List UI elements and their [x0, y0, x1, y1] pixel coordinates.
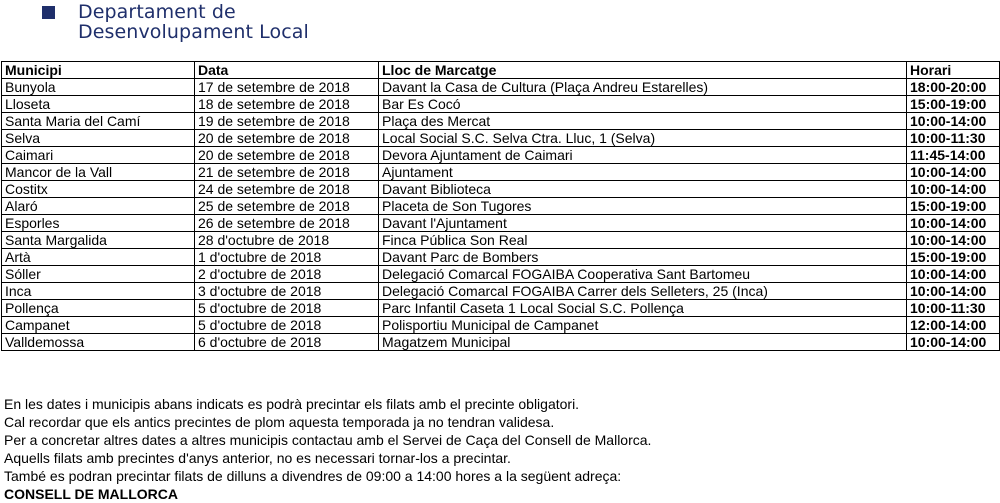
table-row — [2, 113, 1000, 130]
cell-municipi: Esporles — [2, 215, 195, 232]
cell-lloc: Davant Biblioteca — [379, 181, 907, 198]
cell-horari: 10:00-14:00 — [907, 181, 1000, 198]
note-line: Aquells filats amb precintes d'anys anterior, no es necessari tornar-los a precintar. — [4, 450, 511, 466]
cell-municipi: Selva — [2, 130, 195, 147]
notes-section — [4, 395, 651, 503]
cell-horari: 10:00-14:00 — [907, 215, 1000, 232]
table-row — [2, 147, 1000, 164]
cell-horari: 15:00-19:00 — [907, 198, 1000, 215]
table-row — [2, 334, 1000, 351]
cell-municipi: Lloseta — [2, 96, 195, 113]
table-row — [2, 96, 1000, 113]
table-row — [2, 130, 1000, 147]
cell-data: 26 de setembre de 2018 — [195, 215, 379, 232]
cell-municipi: Costitx — [2, 181, 195, 198]
schedule-table — [1, 61, 1000, 351]
note-line: Per a concretar altres dates a altres municipis contactau amb el Servei de Caça del Consell de Mallorca. — [4, 432, 652, 448]
cell-lloc: Delegació Comarcal FOGAIBA Cooperativa Sant Bartomeu — [379, 266, 907, 283]
cell-horari: 11:45-14:00 — [907, 147, 1000, 164]
table-row — [2, 79, 1000, 96]
note-line: Cal recordar que els antics precintes de plom aquesta temporada ja no tendran validesa. — [4, 414, 555, 430]
table-row — [2, 317, 1000, 334]
table-row — [2, 300, 1000, 317]
cell-data: 21 de setembre de 2018 — [195, 164, 379, 181]
cell-municipi: Artà — [2, 249, 195, 266]
cell-data: 28 d'octubre de 2018 — [195, 232, 379, 249]
cell-data: 3 d'octubre de 2018 — [195, 283, 379, 300]
column-header-municipi: Municipi — [2, 62, 195, 79]
cell-data: 19 de setembre de 2018 — [195, 113, 379, 130]
cell-municipi: Santa Maria del Camí — [2, 113, 195, 130]
table-row — [2, 181, 1000, 198]
cell-lloc: Placeta de Son Tugores — [379, 198, 907, 215]
cell-horari: 10:00-14:00 — [907, 113, 1000, 130]
cell-municipi: Sóller — [2, 266, 195, 283]
cell-data: 5 d'octubre de 2018 — [195, 317, 379, 334]
cell-lloc: Finca Pública Son Real — [379, 232, 907, 249]
cell-horari: 18:00-20:00 — [907, 79, 1000, 96]
cell-municipi: Caimari — [2, 147, 195, 164]
cell-lloc: Polisportiu Municipal de Campanet — [379, 317, 907, 334]
cell-municipi: Bunyola — [2, 79, 195, 96]
cell-horari: 10:00-14:00 — [907, 164, 1000, 181]
table-header-row — [2, 62, 1000, 79]
column-header-data: Data — [195, 62, 379, 79]
cell-horari: 10:00-11:30 — [907, 300, 1000, 317]
table-row — [2, 266, 1000, 283]
cell-data: 24 de setembre de 2018 — [195, 181, 379, 198]
cell-municipi: Alaró — [2, 198, 195, 215]
column-header-horari: Horari — [907, 62, 1000, 79]
cell-data: 17 de setembre de 2018 — [195, 79, 379, 96]
cell-municipi: Valldemossa — [2, 334, 195, 351]
table-row — [2, 232, 1000, 249]
cell-lloc: Plaça des Mercat — [379, 113, 907, 130]
table-row — [2, 198, 1000, 215]
cell-lloc: Parc Infantil Caseta 1 Local Social S.C. Pollença — [379, 300, 907, 317]
table-row — [2, 164, 1000, 181]
cell-lloc: Bar Es Cocó — [379, 96, 907, 113]
department-title-line2: Desenvolupament Local — [78, 21, 309, 43]
cell-data: 2 d'octubre de 2018 — [195, 266, 379, 283]
cell-horari: 10:00-14:00 — [907, 283, 1000, 300]
cell-lloc: Magatzem Municipal — [379, 334, 907, 351]
cell-lloc: Local Social S.C. Selva Ctra. Lluc, 1 (Selva) — [379, 130, 907, 147]
cell-data: 20 de setembre de 2018 — [195, 130, 379, 147]
cell-municipi: Inca — [2, 283, 195, 300]
table-row — [2, 283, 1000, 300]
cell-municipi: Pollença — [2, 300, 195, 317]
department-title-line1: Departament de — [78, 1, 236, 23]
cell-horari: 10:00-11:30 — [907, 130, 1000, 147]
table-row — [2, 249, 1000, 266]
cell-data: 6 d'octubre de 2018 — [195, 334, 379, 351]
cell-lloc: Delegació Comarcal FOGAIBA Carrer dels Selleters, 25 (Inca) — [379, 283, 907, 300]
note-line: En les dates i municipis abans indicats es podrà precintar els filats amb el precinte obligatori. — [4, 396, 580, 412]
cell-horari: 12:00-14:00 — [907, 317, 1000, 334]
square-logo-icon — [42, 6, 55, 19]
cell-data: 5 d'octubre de 2018 — [195, 300, 379, 317]
cell-horari: 10:00-14:00 — [907, 232, 1000, 249]
schedule-body — [2, 79, 1000, 351]
cell-municipi: Campanet — [2, 317, 195, 334]
note-line: També es podran precintar filats de dilluns a divendres de 09:00 a 14:00 hores a la següent adreça: — [4, 468, 622, 484]
column-header-lloc: Lloc de Marcatge — [379, 62, 907, 79]
cell-lloc: Devora Ajuntament de Caimari — [379, 147, 907, 164]
table-row — [2, 215, 1000, 232]
cell-lloc: Ajuntament — [379, 164, 907, 181]
organization-name: CONSELL DE MALLORCA — [4, 486, 178, 502]
cell-data: 20 de setembre de 2018 — [195, 147, 379, 164]
cell-data: 25 de setembre de 2018 — [195, 198, 379, 215]
cell-municipi: Mancor de la Vall — [2, 164, 195, 181]
cell-lloc: Davant la Casa de Cultura (Plaça Andreu Estarelles) — [379, 79, 907, 96]
cell-horari: 10:00-14:00 — [907, 334, 1000, 351]
cell-municipi: Santa Margalida — [2, 232, 195, 249]
cell-lloc: Davant l'Ajuntament — [379, 215, 907, 232]
cell-data: 1 d'octubre de 2018 — [195, 249, 379, 266]
cell-horari: 15:00-19:00 — [907, 96, 1000, 113]
cell-horari: 15:00-19:00 — [907, 249, 1000, 266]
cell-lloc: Davant Parc de Bombers — [379, 249, 907, 266]
cell-data: 18 de setembre de 2018 — [195, 96, 379, 113]
cell-horari: 10:00-14:00 — [907, 266, 1000, 283]
